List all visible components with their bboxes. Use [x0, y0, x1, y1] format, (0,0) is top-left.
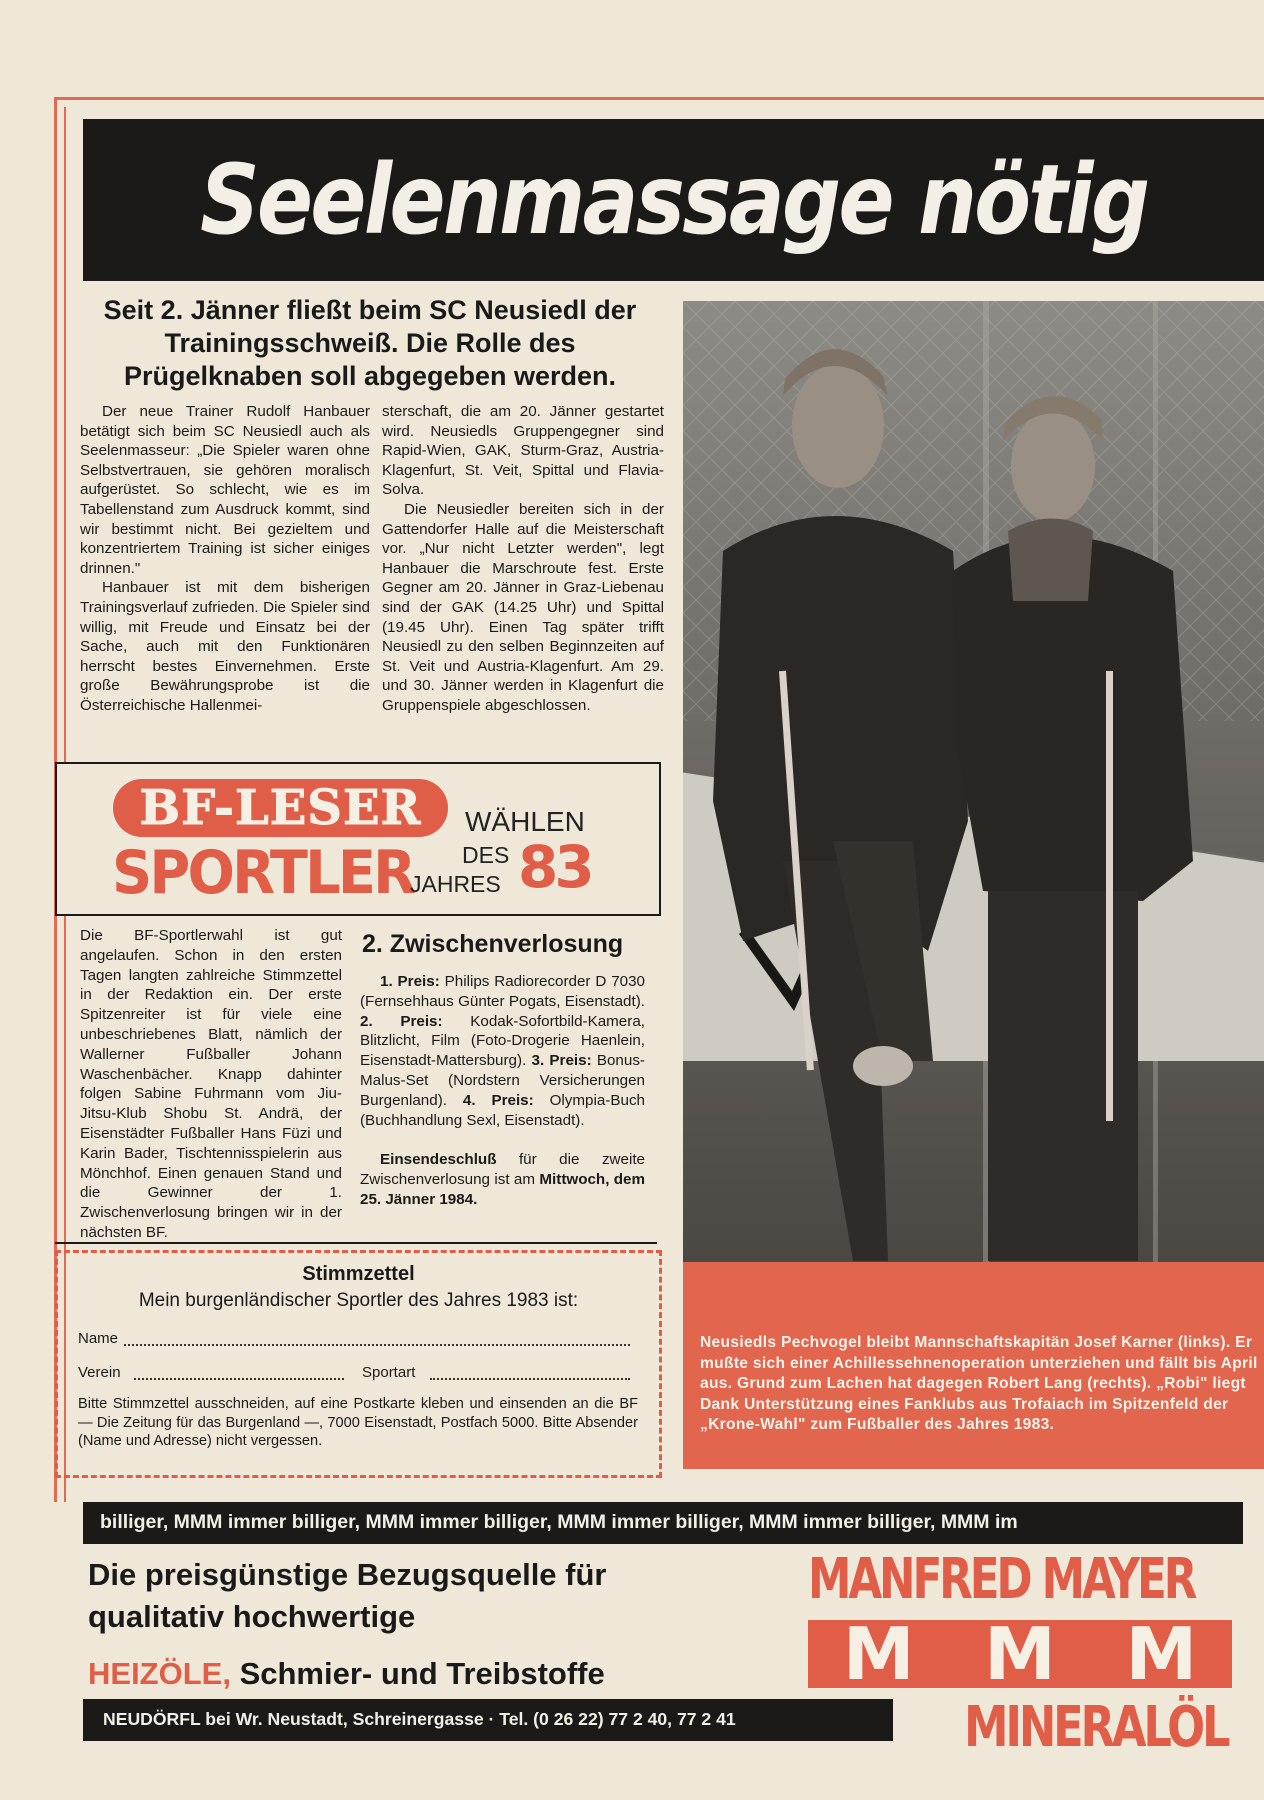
verein-label: Verein [78, 1364, 121, 1381]
prize-2-label: 2. Preis: [360, 1012, 443, 1030]
red-frame-top [54, 97, 1264, 100]
photo-caption: Neusiedls Pechvogel bleibt Mannschaftskapitän Josef Karner (links). Er mußte sich einer Achillessehnenoperation unterziehen und fällt bis April aus. Grund zum Lachen hat dagegen Robert Lang (rechts). „Robi" liegt Dank Unterstützung eines Fanklubs aus Trofaiach im Spitzenfeld der „Krone-Wahl" zum Fußballer des Jahres 1983. [700, 1334, 1258, 1433]
prize-1-label: 1. Preis: [380, 973, 440, 990]
mmm-letter: M [1125, 1612, 1198, 1696]
products-text: Schmier- und Treibstoffe [230, 1656, 605, 1691]
sportlerwahl-text: Die BF-Sportlerwahl ist gut angelaufen. Schon in den ersten Tagen langten zahlreiche Stimmzettel in der Redaktion ein. Der erste Spitzenreiter ist für viele eine unbeschriebenes Blatt, nämlich der Wallerner Fußballer Johann Waschenbächer. Knapp dahinter folgen Sabine Fuhrmann vom Jiu-Jitsu-Klub Shobu St. Andrä, der Eisenstädter Fußballer Hans Füzi und Karin Bader, Tischtennisspielerin aus Mönchhof. Einen genauen Stand und die Gewinner der 1. Zwischenverlosung bringen wir in der nächsten BF. [80, 927, 342, 1241]
waehlen-text: WÄHLEN [465, 806, 585, 837]
mmm-logo [808, 1612, 1232, 1696]
section-divider [55, 1242, 657, 1244]
name-field[interactable] [124, 1344, 630, 1346]
des-text: DES [462, 842, 510, 868]
stimmzettel-instructions: Bitte Stimmzettel ausschneiden, auf eine Postkarte kleben und einsenden an die BF — Die Zeitung für das Burgenland —, 7000 Eisenstadt, Postfach 5000. Bitte Absender (Name und Adresse) nicht vergessen. [78, 1396, 638, 1449]
headline-banner [83, 119, 1264, 281]
mineraloel-text: MINERALÖL [964, 1695, 1228, 1760]
article-paragraph: sterschaft, die am 20. Jänner gestartet wird. Neusiedls Gruppengegner sind Rapid-Wien, GAK, Sturm-Graz, Austria-Klagenfurt, St. Veit, Spittal und Flavia-Solva. [382, 403, 664, 499]
zwischenverlosung-title: 2. Zwischenverlosung [362, 930, 624, 958]
ad-line-2: qualitativ hochwertige [88, 1599, 416, 1634]
company-name: MANFRED MAYER [808, 1547, 1195, 1612]
headline: Seelenmassage nötig [199, 144, 1148, 256]
bf-leser-text: BF-LESER [139, 780, 422, 836]
stimmzettel-title: Stimmzettel [302, 1263, 415, 1285]
sportler-text: SPORTLER [112, 838, 414, 908]
jahres-text: JAHRES [410, 871, 501, 897]
sportart-label: Sportart [362, 1364, 416, 1381]
prize-4: Olympia-Buch (Buchhandlung Sexl, Eisenstadt). [360, 1091, 645, 1129]
ad-line-1: Die preisgünstige Bezugsquelle für [88, 1557, 607, 1592]
prize-1: Philips Radiorecorder D 7030 (Fernsehhaus Günter Pogats, Eisenstadt). [360, 973, 645, 1010]
verein-field[interactable] [134, 1378, 344, 1380]
deadline-text: für die zweite Zwischenverlosung ist am [360, 1151, 645, 1189]
team-photo [683, 301, 1264, 1276]
sportart-field[interactable] [430, 1378, 630, 1380]
bf-leser-logo [113, 779, 448, 837]
zwischenverlosung-text [360, 972, 645, 1210]
prize-3: Bonus-Malus-Set (Nordstern Versicherungen Burgenland). [360, 1052, 645, 1109]
subheadline: Seit 2. Jänner fließt beim SC Neusiedl der Trainingsschweiß. Die Rolle des Prügelknaben soll abgegeben werden. [103, 295, 637, 391]
prize-3-label: 3. Preis: [531, 1052, 592, 1070]
article-paragraph: Hanbauer ist mit dem bisherigen Trainingsverlauf zufrieden. Die Spieler sind willig, mit Freude und Einsatz bei der Sache, auch mit den Funktionären herrscht bestes Einvernehmen. Erste große Bewährungsprobe ist die Österreichische Hallenmei- [80, 579, 370, 714]
stimmzettel-subtitle: Mein burgenländischer Sportler des Jahres 1983 ist: [138, 1290, 579, 1311]
ticker-text: billiger, MMM immer billiger, MMM immer billiger, MMM immer billiger, MMM immer billiger, MMM im [100, 1511, 1018, 1533]
address-text: NEUDÖRFL bei Wr. Neustadt, Schreinergasse · Tel. (0 26 22) 77 2 40, 77 2 41 [103, 1709, 736, 1729]
mmm-letter: M [984, 1612, 1056, 1696]
prize-4-label: 4. Preis: [462, 1091, 534, 1109]
mmm-letter: M [842, 1612, 915, 1696]
year-text: 83 [518, 833, 591, 901]
article-column-2 [382, 402, 664, 716]
article-paragraph: Der neue Trainer Rudolf Hanbauer betätigt sich beim SC Neusiedl auch als Seelenmasseur: „Die Spieler waren ohne Selbstvertrauen, sie gehören moralisch aufgerüstet. So schlecht, wie es im Tabellenstand zum Ausdruck kommt, sind wir bestimmt nicht. Bei gezieltem und konzentriertem Training ist sicher einiges drinnen." [80, 403, 370, 577]
deadline-day: Mittwoch, dem 25. Jänner 1984. [360, 1171, 646, 1208]
article-column-1 [80, 402, 370, 716]
deadline-label: Einsendeschluß [380, 1151, 497, 1169]
name-label: Name [78, 1330, 119, 1347]
article-paragraph: Die Neusiedler bereiten sich in der Gattendorfer Halle auf die Meisterschaft vor. „Nur nicht Letzter werden", legt Hanbauer die Marschroute fest. Erste Gegner am 20. Jänner in Graz-Liebenau sind der GAK (14.25 Uhr) und Spittal (19.45 Uhr). Einen Tag später trifft Neusiedl zu den selben Beginnzeiten auf St. Veit und Austria-Klagenfurt. Am 29. und 30. Jänner werden in Klagenfurt die Gruppenspiele abgeschlossen. [382, 500, 664, 714]
ad-products [88, 1656, 605, 1692]
heizoele-text: HEIZÖLE, [88, 1656, 231, 1691]
prize-2: Kodak-Sofortbild-Kamera, Blitzlicht, Film (Foto-Drogerie Haenlein, Eisenstadt-Mattersburg). [360, 1012, 645, 1070]
photo-illustration [683, 301, 1264, 1276]
